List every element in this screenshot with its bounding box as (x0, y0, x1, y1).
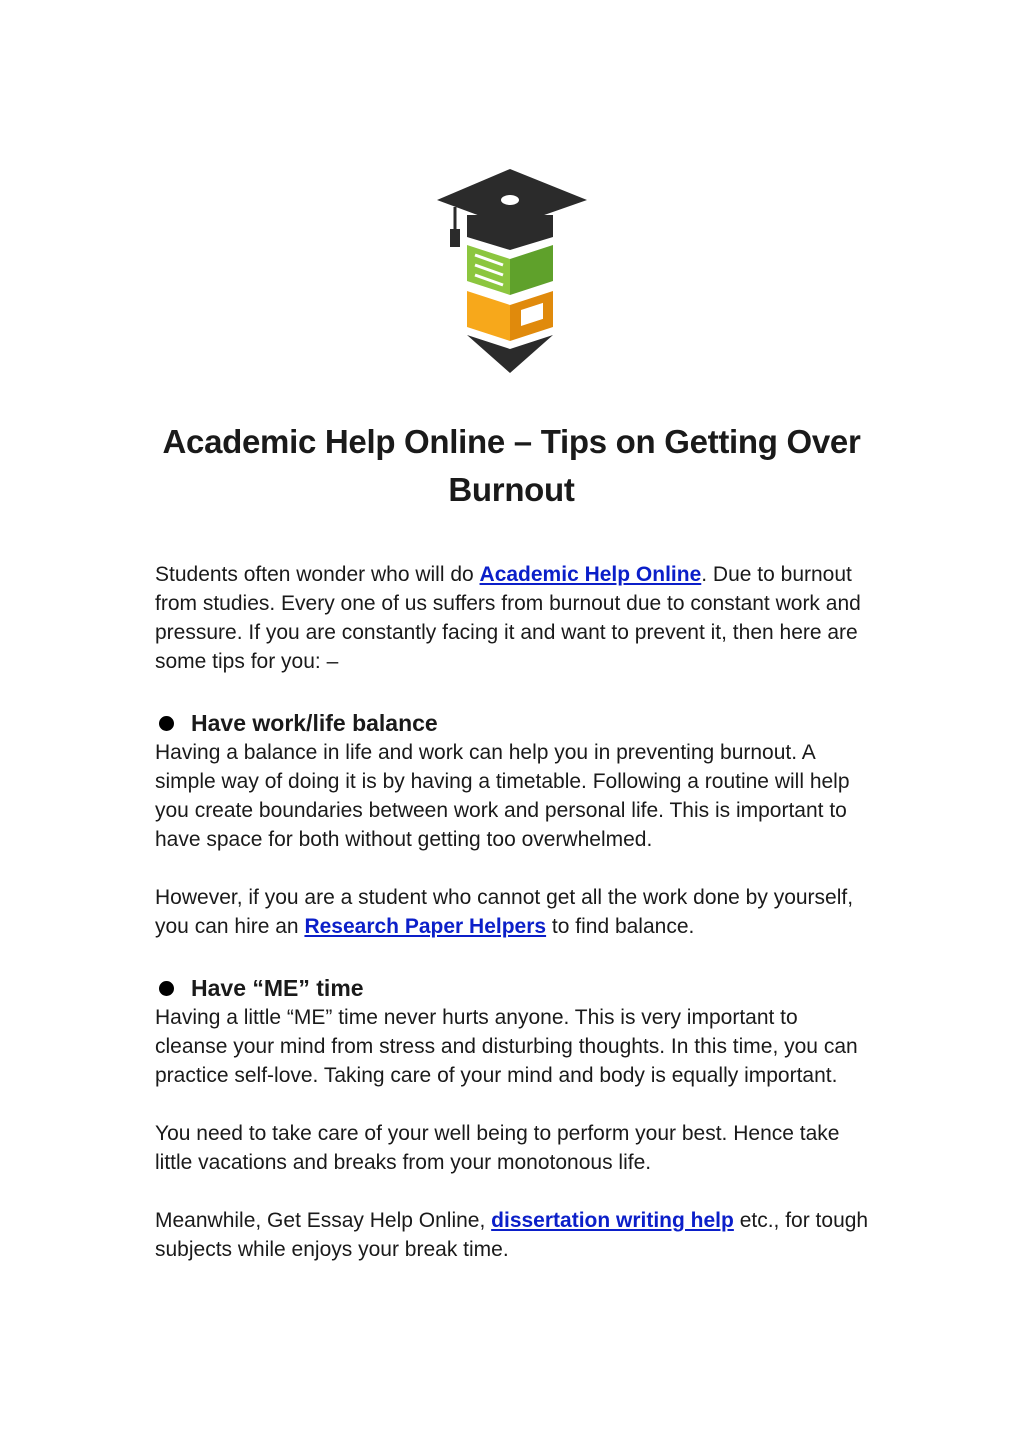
academic-help-online-link[interactable]: Academic Help Online (479, 563, 702, 586)
research-paper-helpers-link[interactable]: Research Paper Helpers (304, 915, 547, 938)
intro-text-end: . Due to burnout from studies. Every one of us suffers from burnout due to constant work and pressure. If you are constantly facing it and want to prevent it, then here are some tips for you: – (155, 563, 861, 673)
section1-heading-text: Have work/life balance (191, 710, 438, 736)
orange-layer-left (467, 291, 510, 341)
intro-paragraph (155, 560, 875, 676)
page-title (100, 418, 923, 514)
green-layer-right (510, 245, 553, 295)
section1-paragraph-1: Having a balance in life and work can help you in preventing burnout. A simple way of doing it is by having a timetable. Following a routine will help you create boundaries between work and personal life. This is important to have space for both without getting too overwhelmed. (155, 741, 850, 851)
title-line-2: Burnout (448, 471, 575, 508)
section-heading-me-time (155, 973, 875, 1003)
section1-para2-start: However, if you are a student who cannot get all the work done by yourself, you can hire an (155, 886, 854, 938)
section-heading-work-life-balance (155, 708, 875, 738)
cap-button (501, 195, 519, 205)
section2-paragraph-3 (155, 1206, 875, 1264)
section2-para3-start: Meanwhile, Get Essay Help Online, (155, 1209, 492, 1232)
section1-paragraph-2 (155, 883, 875, 941)
section2-paragraph-2: You need to take care of your well being to perform your best. Hence take little vacations and breaks from your monotonous life. (155, 1122, 840, 1174)
article-body (155, 560, 875, 1264)
bullet-icon (159, 981, 174, 996)
section2-heading-text: Have “ME” time (191, 975, 364, 1001)
section2-paragraph-1: Having a little “ME” time never hurts anyone. This is very important to cleanse your mind from stress and disturbing thoughts. In this time, you can practice self-love. Taking care of your mind and body is equally important. (155, 1006, 858, 1087)
dissertation-writing-help-link[interactable]: dissertation writing help (491, 1209, 734, 1232)
intro-text-start: Students often wonder who will do (155, 563, 480, 586)
section1-para2-end: to find balance. (546, 915, 695, 938)
section2-para3-end: etc., for tough subjects while enjoys your break time. (155, 1209, 869, 1261)
cap-base (467, 215, 553, 250)
title-line-1: Academic Help Online – Tips on Getting Over (162, 423, 861, 460)
bullet-icon (159, 716, 174, 731)
graduation-cap-pencil-books-logo (395, 155, 630, 390)
tassel (450, 229, 460, 247)
